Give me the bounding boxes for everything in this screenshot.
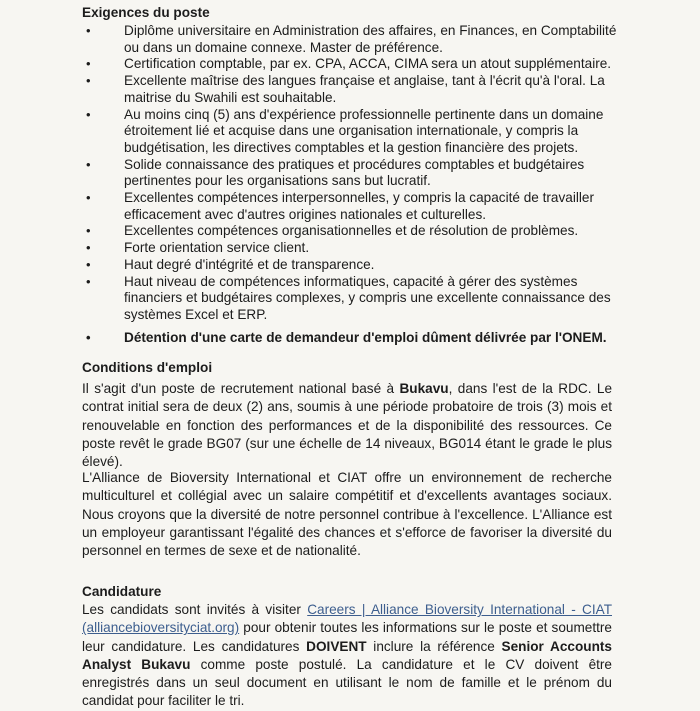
conditions-heading: Conditions d'emploi bbox=[82, 360, 213, 375]
list-item: • Diplôme universitaire en Administration des affaires, en Finances, en Comptabilité ou dans un domaine connexe. Master de préférence. bbox=[86, 23, 617, 55]
requirements-list bbox=[82, 23, 622, 346]
requirements-heading: Exigences du poste bbox=[82, 5, 210, 20]
bullet-icon: • bbox=[86, 156, 91, 172]
list-item: • Excellente maîtrise des langues française et anglaise, tant à l'écrit qu'à l'oral. La maitrise du Swahili est souhaitable. bbox=[86, 73, 605, 105]
list-item: • Haut degré d'intégrité et de transparence. bbox=[86, 256, 375, 272]
city-name: Bukavu bbox=[399, 381, 449, 396]
bullet-icon: • bbox=[86, 240, 91, 256]
list-item: • Solide connaissance des pratiques et procédures comptables et budgétaires pertinentes pour les organisations sans but lucratif. bbox=[86, 156, 585, 189]
list-item-bold: • Détention d'une carte de demandeur d'emploi dûment délivrée par l'ONEM. bbox=[86, 329, 607, 345]
careers-link[interactable]: Careers | Alliance Bioversity International - CIAT (alliancebioversityciat.org) bbox=[82, 602, 612, 636]
list-item: • Certification comptable, par ex. CPA, ACCA, CIMA sera un atout supplémentaire. bbox=[86, 56, 612, 72]
list-item: • Forte orientation service client. bbox=[86, 240, 310, 256]
list-item: • Haut niveau de compétences informatiques, capacité à gérer des systèmes financiers et budgétaires complexes, y compris une excellente connaissance des systèmes Excel et ERP. bbox=[86, 273, 611, 322]
bullet-icon: • bbox=[86, 256, 91, 272]
candidature-heading: Candidature bbox=[82, 584, 162, 599]
candidature-paragraph: Les candidats sont invités à visiter Careers | Alliance Bioversity International - CIAT (alliancebioversityciat.org) pour obtenir toutes les informations sur le poste et soumettre leur candidature. Les candidatures DOIVENT inclure la référence Senior Accounts Analyst Bukavu comme poste postulé. La candidature et le CV doivent être enregistrés dans un seul document en utilisant le nom de famille et le prénom du candidat pour faciliter le tri. bbox=[82, 602, 612, 709]
alliance-paragraph: L'Alliance de Bioversity International et CIAT offre un environnement de recherche multiculturel et collégial avec un salaire compétitif et d'excellents avantages sociaux. Nous croyons que la diversité de notre personnel contribue à l'excellence. L'Alliance est un employeur garantissant l'égalité des chances et s'efforce de favoriser la diversité du personnel en termes de sexe et de nationalité. bbox=[82, 470, 612, 559]
bullet-icon: • bbox=[86, 273, 91, 289]
bullet-icon: • bbox=[86, 23, 91, 38]
bullet-icon: • bbox=[86, 106, 91, 122]
bullet-icon: • bbox=[86, 223, 91, 239]
bullet-icon: • bbox=[86, 56, 91, 72]
list-item: • Excellentes compétences interpersonnelles, y compris la capacité de travailler efficacement avec d'autres origines nationales et culturelles. bbox=[86, 190, 594, 222]
list-item: • Au moins cinq (5) ans d'expérience professionnelle pertinente dans un domaine étroitement lié et acquise dans une organisation internationale, y compris la budgétisation, les directives comptables et la gestion financière des projets. bbox=[86, 106, 604, 155]
bullet-icon: • bbox=[86, 73, 91, 89]
list-item: • Excellentes compétences organisationnelles et de résolution de problèmes. bbox=[86, 223, 579, 239]
bullet-icon: • bbox=[86, 329, 91, 345]
reference-title: Senior Accounts Analyst Bukavu bbox=[82, 638, 612, 672]
conditions-paragraph: Il s'agit d'un poste de recrutement national basé à Bukavu, dans l'est de la RDC. Le contrat initial sera de deux (2) ans, soumis à une période probatoire de trois (3) mois et renouvelable en fonction des performances et de la disponibilité des ressources. Ce poste revêt le grade BG07 (sur une échelle de 14 niveaux, BG014 étant le grade le plus élevé). bbox=[82, 381, 613, 470]
bullet-icon: • bbox=[86, 190, 91, 206]
must-emphasis: DOIVENT bbox=[306, 638, 367, 654]
